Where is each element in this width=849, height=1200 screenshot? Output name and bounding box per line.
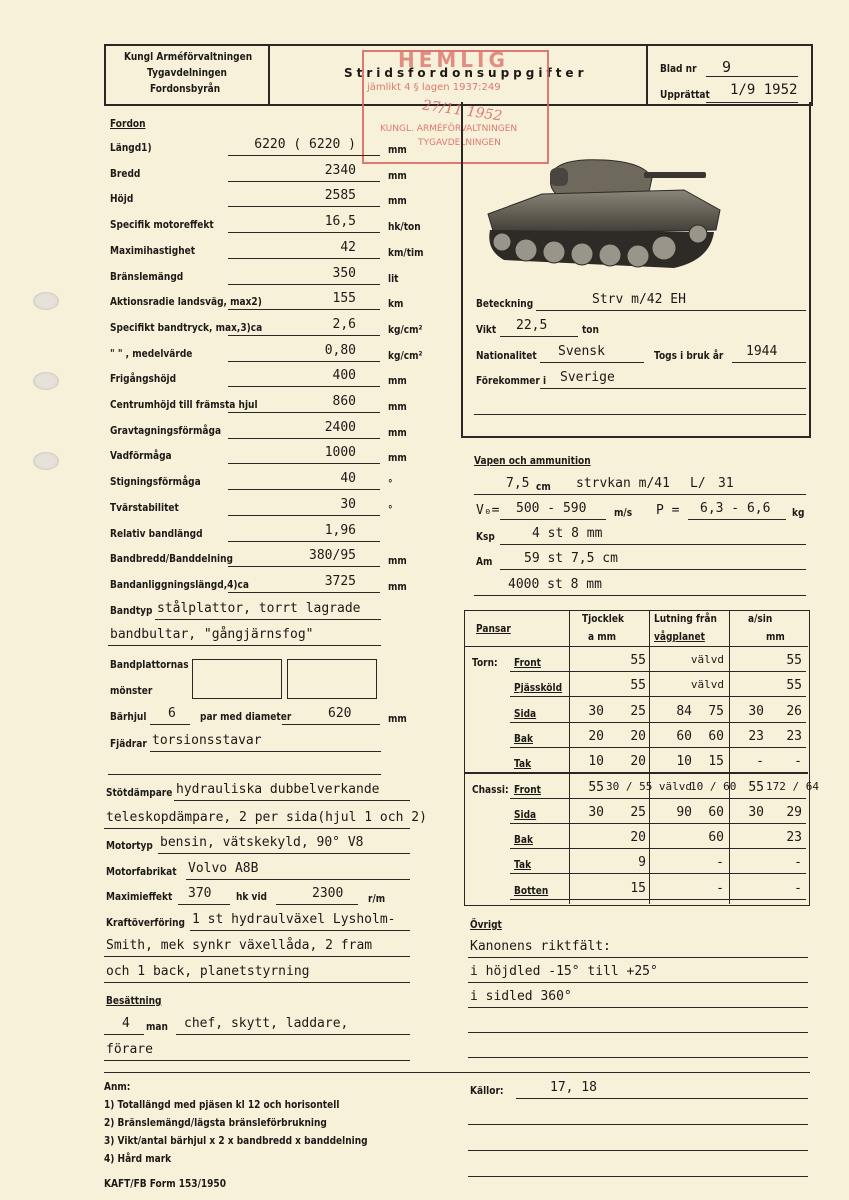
vapen-l: L/	[690, 476, 706, 491]
barhjul-label: Bärhjul	[110, 710, 147, 723]
upprattat-value: 1/9 1952	[730, 82, 798, 98]
fordon-row-label: Specifikt bandtryck, max,3)ca	[110, 321, 263, 334]
barhjul-value: 6	[168, 706, 176, 721]
pansar-cell: 55	[630, 653, 646, 668]
pansar-cell: 20	[588, 729, 604, 744]
ovrigt-line-3: i sidled 360°	[470, 989, 572, 1004]
maximieffekt-label: Maximieffekt	[106, 890, 173, 903]
pansar-cell: 10 / 60	[690, 780, 737, 793]
fordon-row-unit: km	[388, 297, 404, 310]
maximieffekt-value: 370	[188, 886, 212, 901]
tank-photo	[484, 150, 724, 280]
pansar-cell: 23	[786, 830, 802, 845]
col-asin-unit: mm	[766, 630, 785, 643]
am-value-1: 59 st 7,5 cm	[524, 551, 618, 566]
pansar-cell: 29	[786, 805, 802, 820]
vikt-label: Vikt	[476, 323, 497, 336]
fordon-row-unit: mm	[388, 194, 407, 207]
bandplattornas-label: Bandplattornas	[110, 658, 189, 671]
org-line-2: Tygavdelningen	[147, 66, 227, 79]
fordon-row-value: 40	[340, 471, 356, 486]
vapen-gun-name: strvkan m/41	[576, 476, 670, 491]
besattning-num: 4	[122, 1016, 130, 1031]
blad-value: 9	[722, 58, 732, 76]
bandtyp-label: Bandtyp	[110, 604, 153, 617]
fordon-row-unit: kg/cm²	[388, 323, 423, 336]
fordon-row-value: 16,5	[324, 214, 356, 229]
pansar-cell: 30	[748, 704, 764, 719]
pansar-part-label: Front	[514, 656, 541, 669]
ovrigt-heading: Övrigt	[470, 918, 502, 931]
fordon-row-label: Bandanliggningslängd,4)ca	[110, 578, 249, 591]
motorfabrikat-value: Volvo A8B	[188, 861, 259, 876]
binder-hole	[33, 372, 59, 390]
col-tjocklek: Tjocklek	[582, 612, 624, 625]
fordon-row-label: Höjd	[110, 192, 134, 205]
fordon-row-value: 400	[332, 368, 356, 383]
pansar-cell: 15	[630, 881, 646, 896]
p-unit: kg	[792, 506, 805, 519]
kallor-value: 17, 18	[550, 1080, 597, 1095]
fordon-row-label: Relativ bandlängd	[110, 527, 203, 540]
pansar-cell: 20	[630, 830, 646, 845]
ovrigt-line-1: Kanonens riktfält:	[470, 939, 611, 954]
stamp-hemlig: HEMLIG	[398, 48, 509, 72]
barhjul-mid: par med diameter	[200, 710, 292, 723]
fordon-row-value: 860	[332, 394, 356, 409]
note-3: 3) Vikt/antal bärhjul x 2 x bandbredd x banddelning	[104, 1134, 368, 1147]
org-line-1: Kungl Arméförvaltningen	[124, 50, 253, 63]
fordon-row-value: 350	[332, 266, 356, 281]
fordon-row-unit: mm	[388, 374, 407, 387]
besattning-label: Besättning	[106, 994, 162, 1007]
fordon-row-unit: mm	[388, 400, 407, 413]
pansar-cell: -	[794, 754, 802, 769]
kraft-label: Kraftöverföring	[106, 916, 185, 929]
barhjul-diameter: 620	[328, 706, 352, 721]
pansar-cell: 30	[588, 704, 604, 719]
kallor-label: Källor:	[470, 1084, 504, 1097]
fordon-row-unit: °	[388, 503, 393, 516]
pansar-cell: -	[794, 855, 802, 870]
pansar-cell: välvd	[690, 678, 724, 691]
fordon-row-unit: kg/cm²	[388, 349, 423, 362]
forekommer-value: Sverige	[560, 370, 615, 385]
vapen-length: 31	[718, 476, 734, 491]
pansar-group-label: Chassi:	[472, 783, 509, 796]
note-1: 1) Totallängd med pjäsen kl 12 och horisontell	[104, 1098, 340, 1111]
pansar-cell: 15	[708, 754, 724, 769]
fordon-row-label: Längd1)	[110, 141, 152, 154]
pansar-cell: 30	[748, 805, 764, 820]
pansar-part-label: Bak	[514, 732, 533, 745]
pansar-cell: 55	[630, 678, 646, 693]
pansar-cell: 26	[786, 704, 802, 719]
fordon-row-label: Stigningsförmåga	[110, 475, 201, 488]
pansar-cell: 20	[630, 754, 646, 769]
pansar-cell: -	[794, 881, 802, 896]
pansar-cell: 30	[588, 805, 604, 820]
p-value: 6,3 - 6,6	[700, 501, 771, 516]
pansar-cell: 60	[708, 729, 724, 744]
pansar-part-label: Bak	[514, 833, 533, 846]
barhjul-unit: mm	[388, 712, 407, 725]
fordon-row-label: Bandbredd/Banddelning	[110, 552, 233, 565]
stamp-org-1: KUNGL. ARMÉFÖRVALTNINGEN	[380, 124, 518, 134]
bandtyp-value-2: bandbultar, "gångjärnsfog"	[110, 627, 314, 642]
pansar-part-label: Sida	[514, 808, 537, 821]
pansar-part-label: Front	[514, 783, 541, 796]
besattning-value-1: chef, skytt, laddare,	[184, 1016, 349, 1031]
fordon-row-label: Gravtagningsförmåga	[110, 424, 222, 437]
pansar-cell: 90	[676, 805, 692, 820]
pansar-cell: 23	[748, 729, 764, 744]
pansar-cell: -	[716, 881, 724, 896]
vikt-value: 22,5	[516, 318, 548, 333]
pansar-cell: -	[716, 855, 724, 870]
pansar-cell: välvd	[658, 780, 692, 793]
nationalitet-label: Nationalitet	[476, 349, 537, 362]
fordon-row-value: 3725	[324, 574, 356, 589]
ovrigt-line-2: i höjdled -15° till +25°	[470, 964, 658, 979]
fordon-row-label: Bredd	[110, 167, 141, 180]
fordon-row-value: 1000	[324, 445, 356, 460]
fordon-row-value: 30	[340, 497, 356, 512]
ksp-value: 4 st 8 mm	[532, 526, 603, 541]
stotdampare-value-1: hydrauliska dubbelverkande	[176, 782, 380, 797]
fordon-row-value: 2,6	[332, 317, 356, 332]
fordon-row-unit: hk/ton	[388, 220, 421, 233]
pansar-cell: 84	[676, 704, 692, 719]
am-value-2: 4000 st 8 mm	[508, 577, 602, 592]
pansar-cell: 55	[786, 678, 802, 693]
anm-label: Anm:	[104, 1080, 131, 1093]
pansar-cell: 23	[786, 729, 802, 744]
maximieffekt-unit: r/m	[368, 892, 386, 905]
kraft-value-3: och 1 back, planetstyrning	[106, 964, 310, 979]
fordon-row-value: 380/95	[309, 548, 356, 563]
kraft-value-2: Smith, mek synkr växellåda, 2 fram	[106, 938, 373, 953]
pansar-part-label: Pjässköld	[514, 681, 563, 694]
pansar-cell: 25	[630, 805, 646, 820]
pansar-cell: 60	[708, 805, 724, 820]
v0-label: V₀=	[476, 503, 500, 518]
fordon-row-label: " " , medelvärde	[110, 347, 193, 360]
fordon-row-value: 155	[332, 291, 356, 306]
col-tjocklek-unit: a mm	[588, 630, 617, 643]
fjadrar-value: torsionsstavar	[152, 733, 262, 748]
stamp-org-2: TYGAVDELNINGEN	[418, 138, 501, 148]
beteckning-label: Beteckning	[476, 297, 534, 310]
v0-value: 500 - 590	[516, 501, 587, 516]
fordon-row-unit: mm	[388, 554, 407, 567]
togs-value: 1944	[746, 344, 778, 359]
pansar-cell: -	[756, 754, 764, 769]
fordon-row-value: 42	[340, 240, 356, 255]
fordon-row-value: 0,80	[324, 343, 356, 358]
binder-hole	[33, 292, 59, 310]
am-label: Am	[476, 555, 493, 568]
pansar-cell: 75	[708, 704, 724, 719]
col-lutning-2: vågplanet	[654, 630, 705, 643]
note-2: 2) Bränslemängd/lägsta bränsleförbrukning	[104, 1116, 327, 1129]
fordon-row-label: Frigångshöjd	[110, 372, 177, 385]
fordon-row-unit: km/tim	[388, 246, 424, 259]
binder-hole	[33, 452, 59, 470]
header-divider	[268, 44, 270, 104]
fordon-row-unit: mm	[388, 580, 407, 593]
besattning-value-2: förare	[106, 1042, 153, 1057]
motortyp-value: bensin, vätskekyld, 90° V8	[160, 835, 364, 850]
ksp-label: Ksp	[476, 530, 495, 543]
motorfabrikat-label: Motorfabrikat	[106, 865, 177, 878]
pansar-cell: 60	[676, 729, 692, 744]
nationalitet-value: Svensk	[558, 344, 605, 359]
pansar-heading: Pansar	[476, 622, 511, 635]
col-lutning: Lutning från	[654, 612, 717, 625]
fordon-row-label: Specifik motoreffekt	[110, 218, 214, 231]
stotdampare-label: Stötdämpare	[106, 786, 173, 799]
form-title: Stridsfordonsuppgifter	[344, 66, 588, 80]
fordon-row-unit: mm	[388, 143, 407, 156]
stamp-date: 27/11 1952	[421, 97, 504, 125]
fordon-row-label: Aktionsradie landsväg, max2)	[110, 295, 262, 308]
pansar-cell: 25	[630, 704, 646, 719]
besattning-man: man	[146, 1020, 168, 1033]
pansar-group-label: Torn:	[472, 656, 498, 669]
pansar-cell: 10	[588, 754, 604, 769]
col-asin: a/sin	[748, 612, 773, 625]
vapen-caliber: 7,5	[506, 476, 530, 491]
pansar-cell: 60	[708, 830, 724, 845]
pansar-part-label: Botten	[514, 884, 549, 897]
monster-label: mönster	[110, 684, 153, 697]
note-4: 4) Hård mark	[104, 1152, 172, 1165]
kraft-value-1: 1 st hydraulväxel Lysholm-	[192, 912, 396, 927]
pansar-cell: 30 / 55	[606, 780, 653, 793]
pansar-part-label: Sida	[514, 707, 537, 720]
motortyp-label: Motortyp	[106, 839, 153, 852]
togs-label: Togs i bruk år	[654, 349, 724, 362]
pansar-cell: 20	[630, 729, 646, 744]
pansar-cell: välvd	[690, 653, 724, 666]
fordon-row-value: 2585	[324, 188, 356, 203]
vikt-unit: ton	[582, 323, 599, 336]
org-line-3: Fordonsbyrån	[150, 82, 221, 95]
fordon-row-unit: mm	[388, 169, 407, 182]
maximieffekt-mid: hk vid	[236, 890, 267, 903]
fordon-row-unit: mm	[388, 451, 407, 464]
fordon-row-unit: mm	[388, 426, 407, 439]
fordon-row-value: 2340	[324, 163, 356, 178]
track-pattern-box	[192, 659, 282, 699]
pansar-cell: 55	[786, 653, 802, 668]
fordon-row-label: Vadförmåga	[110, 449, 172, 462]
maximieffekt-rpm: 2300	[312, 886, 344, 901]
pansar-cell: 9	[638, 855, 646, 870]
blad-label: Blad nr	[660, 62, 697, 75]
fordon-heading: Fordon	[110, 117, 146, 130]
fordon-row-label: Bränslemängd	[110, 270, 184, 283]
fordon-row-value: 6220 ( 6220 )	[254, 137, 356, 152]
upprattat-label: Upprättat	[660, 88, 710, 101]
form-number: KAFT/FB Form 153/1950	[104, 1177, 226, 1190]
fjadrar-label: Fjädrar	[110, 737, 147, 750]
pansar-cell: 55	[748, 780, 764, 795]
stamp-law: jämlikt 4 § lagen 1937:249	[367, 82, 501, 93]
fordon-row-label: Tvärstabilitet	[110, 501, 179, 514]
vapen-heading: Vapen och ammunition	[474, 454, 591, 467]
bandtyp-value-1: stålplattor, torrt lagrade	[157, 601, 361, 616]
pansar-cell: 55	[588, 780, 604, 795]
pansar-part-label: Tak	[514, 757, 532, 770]
track-pattern-box	[287, 659, 377, 699]
fordon-row-value: 2400	[324, 420, 356, 435]
fordon-row-unit: °	[388, 477, 393, 490]
v0-unit: m/s	[614, 506, 633, 519]
beteckning-value: Strv m/42 EH	[592, 292, 686, 307]
fordon-row-value: 1,96	[324, 523, 356, 538]
header-divider	[646, 44, 648, 104]
forekommer-label: Förekommer i	[476, 374, 547, 387]
pansar-part-label: Tak	[514, 858, 532, 871]
pansar-cell: 10	[676, 754, 692, 769]
fordon-row-unit: lit	[388, 272, 399, 285]
fordon-row-label: Maximihastighet	[110, 244, 196, 257]
p-label: P =	[656, 503, 680, 518]
vapen-cal-unit: cm	[536, 480, 551, 493]
fordon-row-label: Centrumhöjd till främsta hjul	[110, 398, 258, 411]
pansar-cell: 172 / 64	[766, 780, 819, 793]
stotdampare-value-2: teleskopdämpare, 2 per sida(hjul 1 och 2)	[106, 810, 427, 825]
